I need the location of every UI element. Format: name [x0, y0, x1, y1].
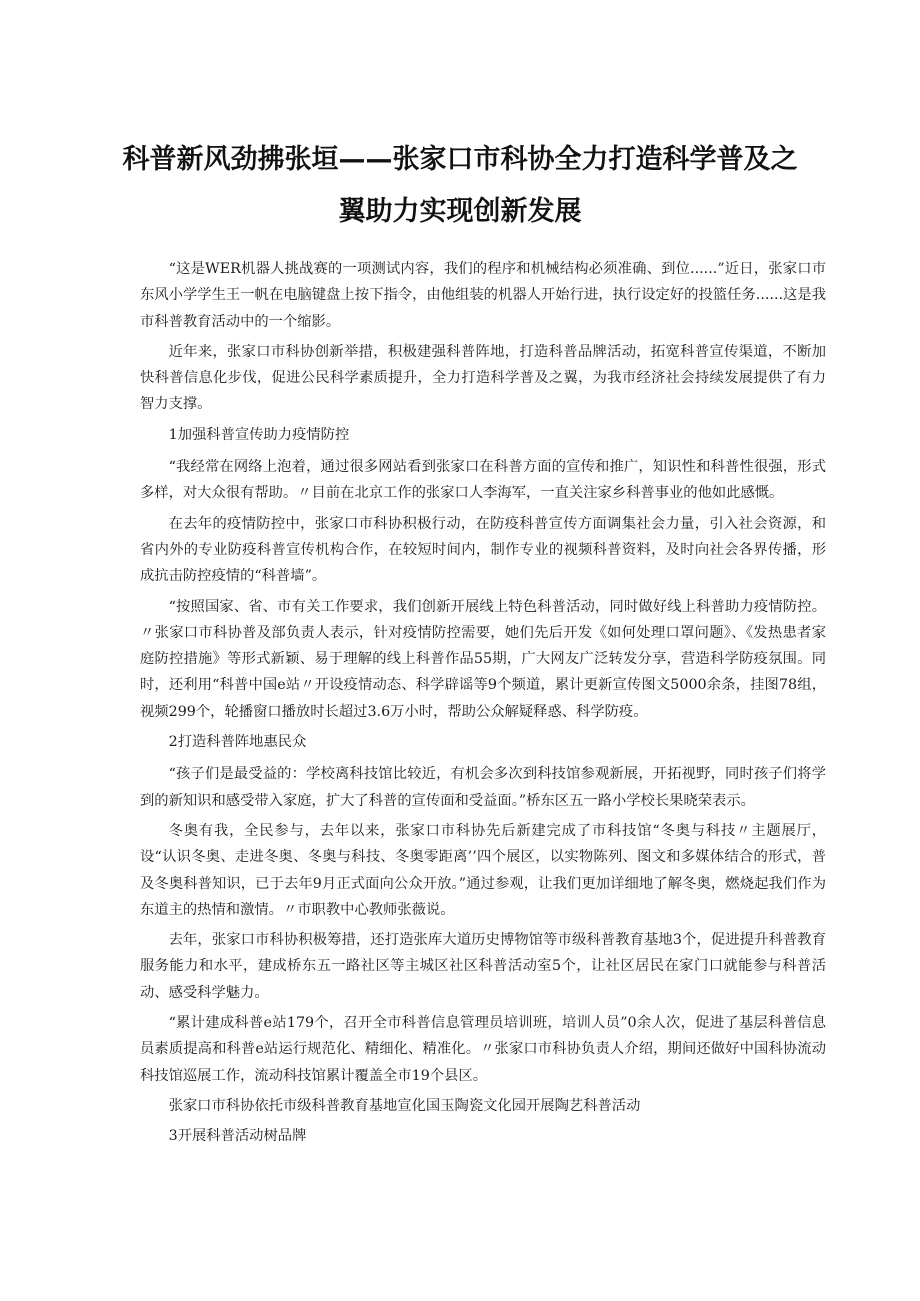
- paragraph: 去年，张家口市科协积极筹措，还打造张库大道历史博物馆等市级科普教育基地3个，促进提升科普教育服务能力和水平，建成桥东五一路社区等主城区社区科普活动室5个，让社区居民在家门口就能参与科普活动、感受科学魅力。: [140, 932, 826, 1001]
- paragraph: “累计建成科普e站179个，召开全市科普信息管理员培训班，培训人员”0余人次，促进了基层科普信息员素质提高和科普e站运行规范化、精细化、精准化。〃张家口市科协负责人介绍，期间还做好中国科协流动科技馆巡展工作，流动科技馆累计覆盖全市19个县区。: [140, 1015, 826, 1084]
- paragraph: 冬奥有我，全民参与，去年以来，张家口市科协先后新建完成了市科技馆“冬奥与科技〃主题展厅，设“认识冬奥、走进冬奥、冬奥与科技、冬奥零距离’’四个展区，以实物陈列、图文和多媒体结合的形式，普及冬奥科普知识，已于去年9月正式面向公众开放。”通过参观，让我们更加详细地了解冬奥，燃烧起我们作为东道主的热情和激情。〃市职教中心教师张薇说。: [140, 822, 826, 918]
- paragraph: “孩子们是最受益的：学校离科技馆比较近，有机会多次到科技馆参观新展，开拓视野，同时孩子们将学到的新知识和感受带入家庭，扩大了科普的宣传面和受益面。”桥东区五一路小学校长果晓荣表示。: [140, 766, 826, 809]
- section-heading-2: 2打造科普阵地惠民众: [168, 734, 307, 751]
- article-title-line-2: 翼助力实现创新发展: [338, 196, 582, 227]
- paragraph: “我经常在网络上泡着，通过很多网站看到张家口在科普方面的宣传和推广，知识性和科普性很强，形式多样，对大众很有帮助。〃目前在北京工作的张家口人李海军，一直关注家乡科普事业的他如此感慨。: [140, 459, 826, 502]
- paragraph-overview: 近年来，张家口市科协创新举措，积极建强科普阵地，打造科普品牌活动，拓宽科普宣传渠道，不断加快科普信息化步伐，促进公民科学素质提升，全力打造科学普及之翼，为我市经济社会持续发展提供了有力智力支撑。: [140, 343, 826, 413]
- paragraph: “按照国家、省、市有关工作要求，我们创新开展线上特色科普活动，同时做好线上科普助力疫情防控。〃张家口市科协普及部负责人表示，针对疫情防控需要，她们先后开发《如何处理口罩问题》、《发热患者家庭防控措施》等形式新颖、易于理解的线上科普作品55期，广大网友广泛转发分享，营造科学防疫氛围。同时，还利用“科普中国e站〃开设疫情动态、科学辟谣等9个频道，累计更新宣传图文5000余条，挂图78组，视频299个，轮播窗口播放时长超过3.6万小时，帮助公众解疑释惑、科学防疫。: [140, 598, 826, 720]
- article-body: [140, 256, 826, 1156]
- paragraph-intro: “这是WER机器人挑战赛的一项测试内容，我们的程序和机械结构必须准确、到位......”近日，张家口市东风小学学生王一帆在电脑键盘上按下指令，由他组装的机器人开始行进，执行设定好的投篮任务......这是我市科普教育活动中的一个缩影。: [140, 261, 826, 330]
- paragraph: 在去年的疫情防控中，张家口市科协积极行动，在防疫科普宣传方面调集社会力量，引入社会资源，和省内外的专业防疫科普宣传机构合作，在较短时间内，制作专业的视频科普资料，及时向社会各界传播，形成抗击防控疫情的“科普墙”。: [140, 515, 826, 585]
- image-caption: 张家口市科协依托市级科普教育基地宣化国玉陶瓷文化园开展陶艺科普活动: [168, 1097, 641, 1114]
- article-title-line-1: 科普新风劲拂张垣——张家口市科协全力打造科学普及之: [122, 144, 798, 175]
- section-heading-1: 1加强科普宣传助力疫情防控: [168, 426, 350, 443]
- section-heading-3: 3开展科普活动树品牌: [168, 1128, 307, 1145]
